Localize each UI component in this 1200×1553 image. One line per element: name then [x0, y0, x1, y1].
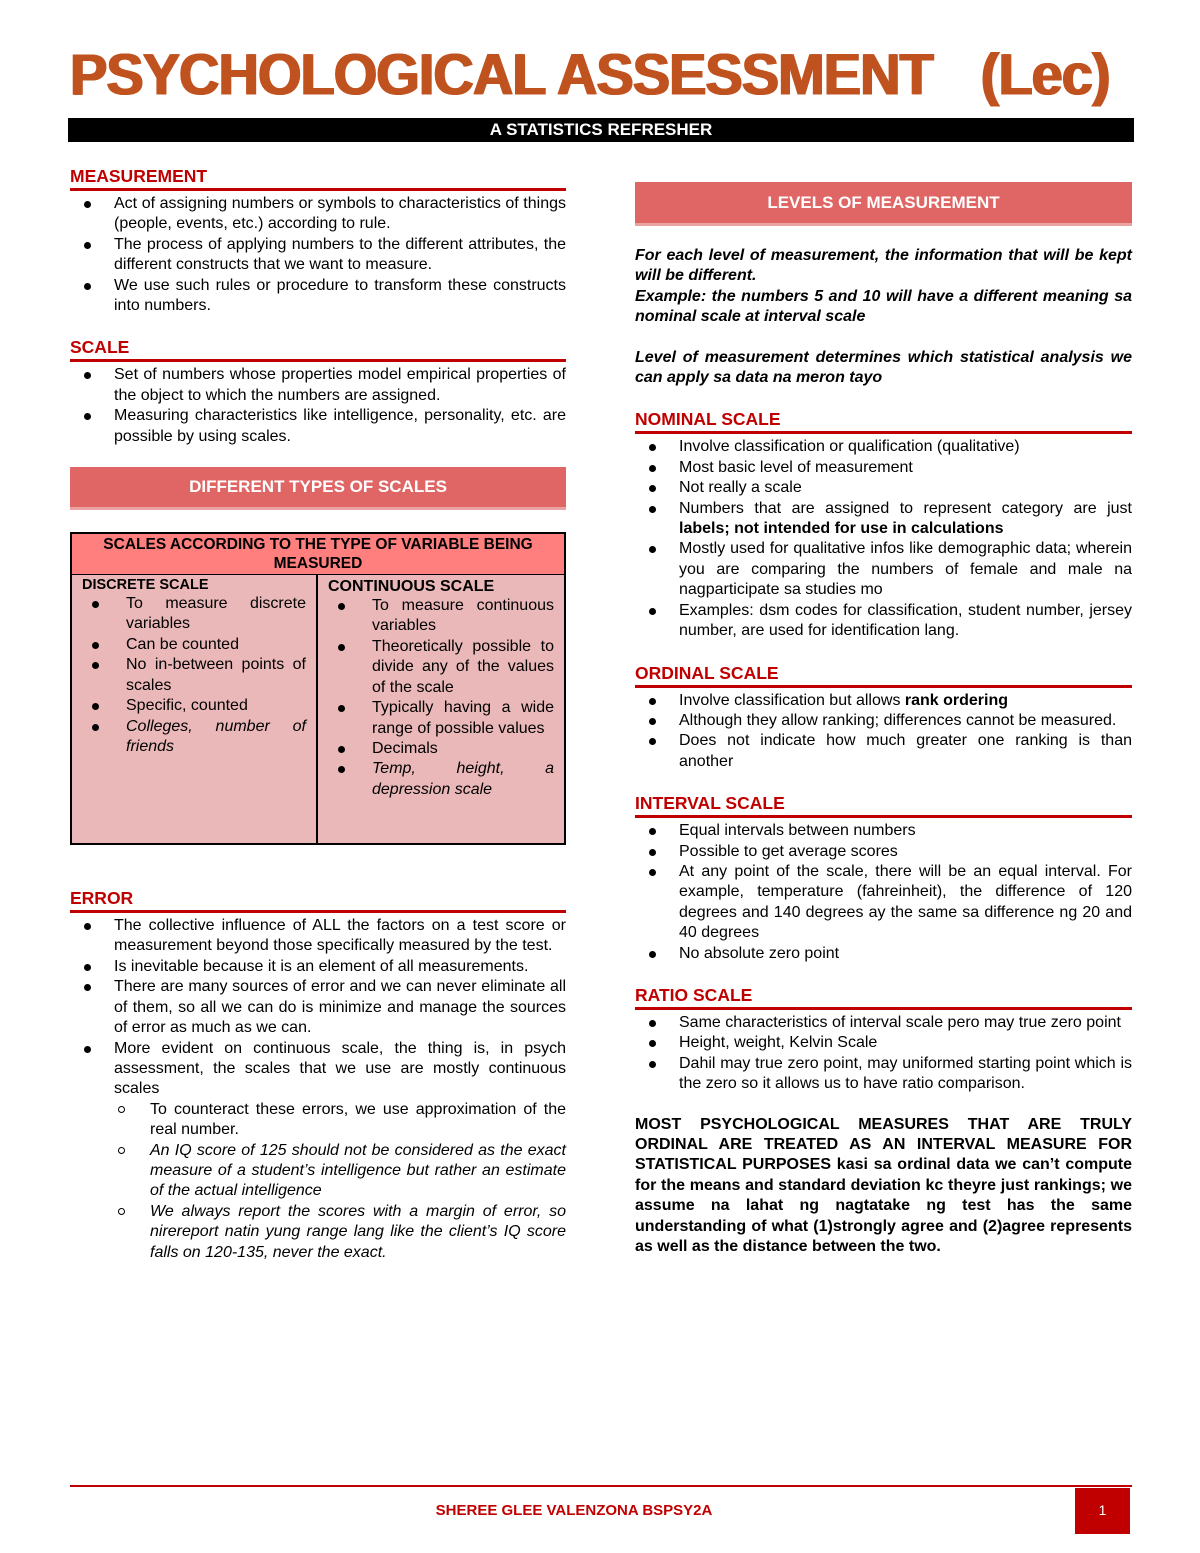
list-item: [635, 499, 1132, 540]
levels-intro-3: Level of measurement determines which statistical analysis we can apply sa data na meron tayo: [635, 348, 1132, 387]
document-title: [70, 38, 1132, 112]
footer-divider: [70, 1485, 1132, 1487]
list-item-text: More evident on continuous scale, the thing is, in psych assessment, the scales that we use are mostly continuous scales: [114, 1039, 566, 1098]
list-item: Not really a scale: [635, 478, 1132, 498]
list-item: To measure discrete variables: [82, 594, 306, 635]
list-item: The collective influence of ALL the factors on a test score or measurement beyond those specifically measured by the test.: [70, 916, 566, 957]
nominal-list: [635, 437, 1132, 641]
measurement-list: [70, 194, 566, 316]
error-heading: ERROR: [70, 887, 566, 913]
list-item: Mostly used for qualitative infos like demographic data; wherein you are comparing the numbers of female and male na nagparticipate sa studies mo: [635, 539, 1132, 600]
list-item: At any point of the scale, there will be an equal interval. For example, temperature (fahreinheit), the difference of 120 degrees and 140 degrees ay the same sa difference ng 20 and 40 degrees: [635, 862, 1132, 944]
levels-banner: LEVELS OF MEASUREMENT: [635, 182, 1132, 226]
discrete-heading: DISCRETE SCALE: [82, 577, 209, 594]
error-list: [70, 916, 566, 1263]
levels-intro-2: Example: the numbers 5 and 10 will have a different meaning sa nominal scale at interval scale: [635, 287, 1132, 326]
list-item: Temp, height, a depression scale: [328, 759, 554, 800]
list-item: Equal intervals between numbers: [635, 821, 1132, 841]
list-item: Theoretically possible to divide any of the values of the scale: [328, 637, 554, 698]
list-item: Possible to get average scores: [635, 842, 1132, 862]
closing-note: MOST PSYCHOLOGICAL MEASURES THAT ARE TRULY ORDINAL ARE TREATED AS AN INTERVAL MEASURE FOR STATISTICAL PURPOSES kasi sa ordinal data we can’t compute for the means and standard deviation kc theyre just rankings; we assume na lahat ng nagtatake ng test has the same understanding of what (1)strongly agree and (2)agree represents as well as the distance between the two.: [635, 1115, 1132, 1256]
scales-table: [70, 532, 566, 845]
scale-list: [70, 365, 566, 447]
list-item: Involve classification or qualification (qualitative): [635, 437, 1132, 457]
list-item: Dahil may true zero point, may uniformed starting point which is the zero so it allows us to have ratio comparison.: [635, 1054, 1132, 1095]
list-item-bold: rank ordering: [904, 691, 1009, 709]
sub-item: An IQ score of 125 should not be considered as the exact measure of a student’s intelligence but rather an estimate of the actual intelligence: [114, 1141, 566, 1202]
page-number: 1: [1075, 1488, 1130, 1534]
list-item: Is inevitable because it is an element of all measurements.: [70, 957, 566, 977]
ratio-list: [635, 1013, 1132, 1095]
list-item: Decimals: [328, 739, 554, 759]
list-item: Measuring characteristics like intelligence, personality, etc. are possible by using scales.: [70, 406, 566, 447]
list-item: Set of numbers whose properties model empirical properties of the object to which the numbers are assigned.: [70, 365, 566, 406]
ordinal-list: [635, 691, 1132, 773]
right-column: [635, 182, 1132, 1257]
list-item-text: Involve classification but allows: [679, 691, 901, 709]
list-item: To measure continuous variables: [328, 596, 554, 637]
continuous-column: [318, 575, 564, 843]
list-item: Can be counted: [82, 635, 306, 655]
list-item: Act of assigning numbers or symbols to characteristics of things (people, events, etc.) according to rule.: [70, 194, 566, 235]
types-banner: DIFFERENT TYPES OF SCALES: [70, 467, 566, 510]
subtitle-bar: A STATISTICS REFRESHER: [68, 118, 1134, 142]
list-item: [70, 1039, 566, 1263]
list-item: Typically having a wide range of possible values: [328, 698, 554, 739]
measurement-heading: MEASUREMENT: [70, 165, 566, 191]
list-item: Height, weight, Kelvin Scale: [635, 1033, 1132, 1053]
list-item: We use such rules or procedure to transform these constructs into numbers.: [70, 276, 566, 317]
list-item: No in-between points of scales: [82, 655, 306, 696]
footer-author: SHEREE GLEE VALENZONA BSPSY2A: [435, 1502, 713, 1519]
list-item: [635, 691, 1132, 711]
list-item: No absolute zero point: [635, 944, 1132, 964]
list-item: Specific, counted: [82, 696, 306, 716]
title-tag: (Lec): [980, 41, 1110, 108]
list-item-text: Numbers that are assigned to represent category are just: [679, 499, 1132, 517]
list-item-bold: labels; not intended for use in calculations: [679, 520, 1004, 538]
continuous-heading: CONTINUOUS SCALE: [328, 578, 495, 596]
left-column: [70, 165, 566, 1263]
scale-heading: SCALE: [70, 336, 566, 362]
table-body: [72, 575, 564, 843]
discrete-list: [82, 594, 306, 757]
list-item: Although they allow ranking; differences cannot be measured.: [635, 711, 1132, 731]
title-main: PSYCHOLOGICAL ASSESSMENT: [70, 41, 933, 108]
list-item: The process of applying numbers to the different attributes, the different constructs that we want to measure.: [70, 235, 566, 276]
error-sublist: [114, 1100, 566, 1263]
levels-intro-1: For each level of measurement, the information that will be kept will be different.: [635, 247, 1132, 285]
list-item: Most basic level of measurement: [635, 458, 1132, 478]
ordinal-heading: ORDINAL SCALE: [635, 662, 1132, 688]
list-item: Examples: dsm codes for classification, student number, jersey number, are used for identification lang.: [635, 601, 1132, 642]
interval-heading: INTERVAL SCALE: [635, 792, 1132, 818]
list-item: Does not indicate how much greater one ranking is than another: [635, 731, 1132, 772]
discrete-column: [72, 575, 318, 843]
nominal-heading: NOMINAL SCALE: [635, 408, 1132, 434]
continuous-list: [328, 596, 554, 800]
ratio-heading: RATIO SCALE: [635, 984, 1132, 1010]
list-item: There are many sources of error and we can never eliminate all of them, so all we can do is minimize and manage the sources of error as much as we can.: [70, 977, 566, 1038]
sub-item: We always report the scores with a margin of error, so nirereport natin yung range lang like the client’s IQ score falls on 120-135, never the exact.: [114, 1202, 566, 1263]
table-header: SCALES ACCORDING TO THE TYPE OF VARIABLE BEING MEASURED: [72, 534, 564, 575]
list-item: Colleges, number of friends: [82, 717, 306, 758]
sub-item: To counteract these errors, we use approximation of the real number.: [114, 1100, 566, 1141]
list-item: Same characteristics of interval scale pero may true zero point: [635, 1013, 1132, 1033]
interval-list: [635, 821, 1132, 964]
